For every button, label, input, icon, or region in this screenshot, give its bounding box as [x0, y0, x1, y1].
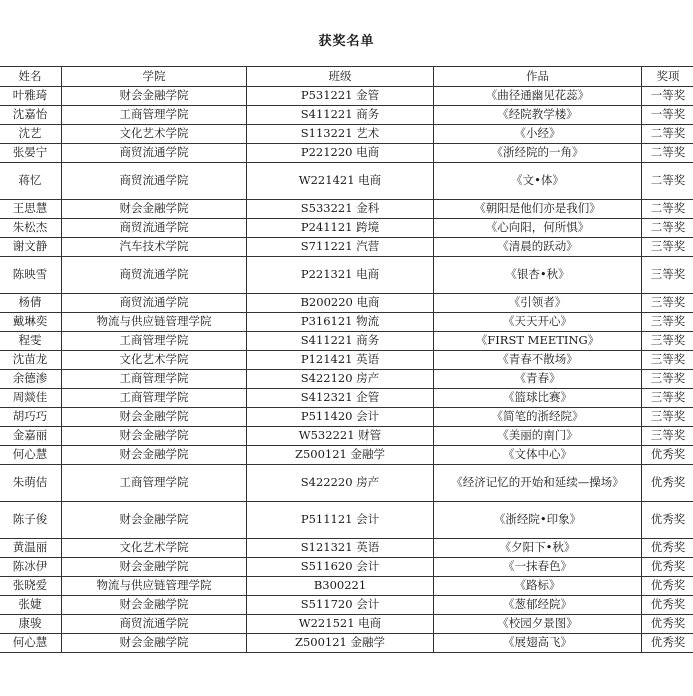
cell-college: 商贸流通学院: [62, 144, 247, 163]
cell-college: 物流与供应链管理学院: [62, 313, 247, 332]
cell-college: 工商管理学院: [62, 370, 247, 389]
cell-college: 商贸流通学院: [62, 294, 247, 313]
table-row: [0, 502, 693, 539]
cell-award: 三等奖: [642, 351, 693, 370]
cell-class: P241121 跨境: [247, 219, 434, 238]
cell-college: 工商管理学院: [62, 465, 247, 502]
cell-award: 三等奖: [642, 370, 693, 389]
cell-award: 优秀奖: [642, 634, 693, 653]
cell-name: 程雯: [0, 332, 62, 351]
cell-college: 财会金融学院: [62, 87, 247, 106]
cell-college: 工商管理学院: [62, 332, 247, 351]
cell-award: 三等奖: [642, 238, 693, 257]
cell-class: S711221 汽营: [247, 238, 434, 257]
cell-name: 何心慧: [0, 634, 62, 653]
cell-award: 二等奖: [642, 219, 693, 238]
table-row: [0, 144, 693, 163]
cell-work: 《经济记忆的开始和延续—操场》: [434, 465, 642, 502]
cell-award: 二等奖: [642, 200, 693, 219]
table-row: [0, 427, 693, 446]
cell-class: S411221 商务: [247, 106, 434, 125]
cell-award: 三等奖: [642, 427, 693, 446]
cell-college: 工商管理学院: [62, 389, 247, 408]
cell-class: Z500121 金融学: [247, 446, 434, 465]
cell-work: 《篮球比赛》: [434, 389, 642, 408]
cell-work: 《天天开心》: [434, 313, 642, 332]
cell-class: W221421 电商: [247, 163, 434, 200]
cell-name: 张婕: [0, 596, 62, 615]
cell-college: 商贸流通学院: [62, 219, 247, 238]
cell-work: 《校园夕景图》: [434, 615, 642, 634]
cell-name: 张晓爱: [0, 577, 62, 596]
cell-class: P511420 会计: [247, 408, 434, 427]
cell-college: 文化艺术学院: [62, 125, 247, 144]
table-row: [0, 615, 693, 634]
cell-award: 二等奖: [642, 125, 693, 144]
cell-college: 汽车技术学院: [62, 238, 247, 257]
header-name: 姓名: [0, 67, 62, 87]
header-award: 奖项: [642, 67, 693, 87]
table-row: [0, 351, 693, 370]
cell-work: 《曲径通幽见花蕊》: [434, 87, 642, 106]
cell-college: 文化艺术学院: [62, 539, 247, 558]
cell-work: 《朝阳是他们亦是我们》: [434, 200, 642, 219]
table-row: [0, 558, 693, 577]
cell-award: 三等奖: [642, 389, 693, 408]
cell-award: 优秀奖: [642, 596, 693, 615]
cell-college: 财会金融学院: [62, 427, 247, 446]
cell-award: 优秀奖: [642, 558, 693, 577]
cell-name: 朱松杰: [0, 219, 62, 238]
cell-class: S533221 金科: [247, 200, 434, 219]
cell-class: W532221 财管: [247, 427, 434, 446]
cell-college: 财会金融学院: [62, 200, 247, 219]
cell-award: 二等奖: [642, 144, 693, 163]
cell-college: 财会金融学院: [62, 446, 247, 465]
table-row: [0, 106, 693, 125]
table-row: [0, 332, 693, 351]
cell-work: 《葱郁经院》: [434, 596, 642, 615]
cell-award: 一等奖: [642, 106, 693, 125]
cell-college: 财会金融学院: [62, 502, 247, 539]
cell-name: 戴琳奕: [0, 313, 62, 332]
table-row: [0, 634, 693, 653]
header-college: 学院: [62, 67, 247, 87]
cell-work: 《一抹春色》: [434, 558, 642, 577]
table-row: [0, 257, 693, 294]
cell-name: 何心慧: [0, 446, 62, 465]
header-class: 班级: [247, 67, 434, 87]
header-row: [0, 67, 693, 87]
cell-award: 三等奖: [642, 313, 693, 332]
table-row: [0, 163, 693, 200]
cell-work: 《展翅高飞》: [434, 634, 642, 653]
cell-class: P221220 电商: [247, 144, 434, 163]
cell-work: 《文•体》: [434, 163, 642, 200]
cell-work: 《银杏•秋》: [434, 257, 642, 294]
cell-name: 叶雅琦: [0, 87, 62, 106]
cell-award: 二等奖: [642, 163, 693, 200]
header-work: 作品: [434, 67, 642, 87]
cell-college: 工商管理学院: [62, 106, 247, 125]
cell-name: 沈艺: [0, 125, 62, 144]
cell-award: 优秀奖: [642, 465, 693, 502]
cell-work: 《青春》: [434, 370, 642, 389]
cell-class: S511720 会计: [247, 596, 434, 615]
cell-name: 余德渗: [0, 370, 62, 389]
cell-name: 金嘉丽: [0, 427, 62, 446]
table-row: [0, 200, 693, 219]
cell-name: 胡巧巧: [0, 408, 62, 427]
cell-work: 《文体中心》: [434, 446, 642, 465]
table-row: [0, 294, 693, 313]
table-body: [0, 87, 693, 653]
table-row: [0, 539, 693, 558]
cell-class: S412321 企管: [247, 389, 434, 408]
page-title: 获奖名单: [318, 34, 375, 49]
cell-work: 《青春不散场》: [434, 351, 642, 370]
cell-award: 优秀奖: [642, 446, 693, 465]
table-row: [0, 238, 693, 257]
cell-work: 《小经》: [434, 125, 642, 144]
cell-name: 周燚佳: [0, 389, 62, 408]
cell-class: S113221 艺术: [247, 125, 434, 144]
table-row: [0, 408, 693, 427]
cell-work: 《路标》: [434, 577, 642, 596]
table-row: [0, 446, 693, 465]
cell-work: 《清晨的跃动》: [434, 238, 642, 257]
cell-name: 陈子俊: [0, 502, 62, 539]
cell-work: 《美丽的南门》: [434, 427, 642, 446]
cell-name: 沈嘉怡: [0, 106, 62, 125]
table-row: [0, 87, 693, 106]
cell-college: 财会金融学院: [62, 408, 247, 427]
cell-name: 朱萌佶: [0, 465, 62, 502]
cell-name: 陈冰伊: [0, 558, 62, 577]
cell-college: 物流与供应链管理学院: [62, 577, 247, 596]
cell-college: 财会金融学院: [62, 634, 247, 653]
cell-class: S511620 会计: [247, 558, 434, 577]
cell-award: 三等奖: [642, 408, 693, 427]
table-row: [0, 465, 693, 502]
cell-work: 《引领者》: [434, 294, 642, 313]
cell-name: 黄温丽: [0, 539, 62, 558]
cell-award: 三等奖: [642, 257, 693, 294]
cell-work: 《夕阳下•秋》: [434, 539, 642, 558]
cell-name: 杨倩: [0, 294, 62, 313]
table-row: [0, 577, 693, 596]
cell-name: 王思慧: [0, 200, 62, 219]
table-row: [0, 389, 693, 408]
cell-college: 商贸流通学院: [62, 257, 247, 294]
cell-class: B300221: [247, 577, 434, 596]
cell-class: P511121 会计: [247, 502, 434, 539]
cell-award: 三等奖: [642, 294, 693, 313]
cell-award: 优秀奖: [642, 577, 693, 596]
cell-name: 谢文静: [0, 238, 62, 257]
cell-name: 康骏: [0, 615, 62, 634]
cell-class: B200220 电商: [247, 294, 434, 313]
cell-award: 优秀奖: [642, 615, 693, 634]
cell-college: 商贸流通学院: [62, 615, 247, 634]
cell-class: P121421 英语: [247, 351, 434, 370]
cell-work: 《经院教学楼》: [434, 106, 642, 125]
table-row: [0, 370, 693, 389]
cell-award: 优秀奖: [642, 502, 693, 539]
cell-work: 《简笔的浙经院》: [434, 408, 642, 427]
cell-college: 文化艺术学院: [62, 351, 247, 370]
cell-work: 《心向阳，何所惧》: [434, 219, 642, 238]
cell-name: 张晏宁: [0, 144, 62, 163]
cell-award: 一等奖: [642, 87, 693, 106]
cell-work: 《FIRST MEETING》: [434, 332, 642, 351]
awards-table: [0, 66, 693, 653]
cell-class: P531221 金管: [247, 87, 434, 106]
cell-class: S422120 房产: [247, 370, 434, 389]
cell-award: 三等奖: [642, 332, 693, 351]
cell-class: Z500121 金融学: [247, 634, 434, 653]
cell-class: S121321 英语: [247, 539, 434, 558]
cell-college: 财会金融学院: [62, 558, 247, 577]
cell-class: P316121 物流: [247, 313, 434, 332]
cell-work: 《浙经院的一角》: [434, 144, 642, 163]
table-row: [0, 313, 693, 332]
cell-work: 《浙经院•印象》: [434, 502, 642, 539]
cell-award: 优秀奖: [642, 539, 693, 558]
cell-class: P221321 电商: [247, 257, 434, 294]
cell-class: S422220 房产: [247, 465, 434, 502]
cell-name: 蒋忆: [0, 163, 62, 200]
cell-name: 陈映雪: [0, 257, 62, 294]
table-row: [0, 219, 693, 238]
cell-name: 沈苗龙: [0, 351, 62, 370]
cell-college: 财会金融学院: [62, 596, 247, 615]
cell-class: W221521 电商: [247, 615, 434, 634]
table-row: [0, 125, 693, 144]
cell-class: S411221 商务: [247, 332, 434, 351]
table-row: [0, 596, 693, 615]
cell-college: 商贸流通学院: [62, 163, 247, 200]
